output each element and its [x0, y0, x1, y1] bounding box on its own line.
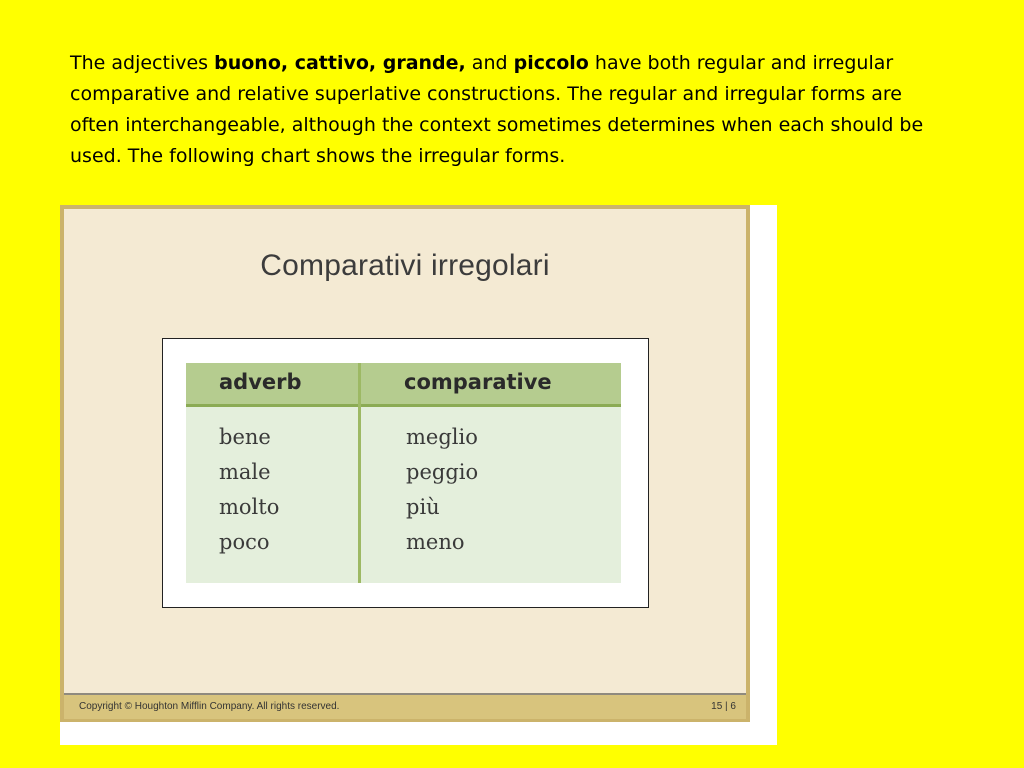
- table-header-row: [186, 363, 621, 407]
- table-header-comparative: comparative: [404, 370, 552, 394]
- slide-title: Comparativi irregolari: [260, 249, 550, 282]
- adverb-column: [219, 420, 279, 560]
- table-frame: [162, 338, 649, 608]
- column-divider: [358, 363, 361, 583]
- comparatives-table: [186, 363, 621, 583]
- table-cell-adverb: molto: [219, 495, 280, 519]
- intro-bold-piccolo: piccolo: [513, 52, 589, 74]
- slide-panel: [60, 205, 750, 722]
- table-cell-comparative: meglio: [406, 425, 478, 449]
- table-cell-adverb: bene: [219, 425, 271, 449]
- intro-paragraph: [70, 48, 950, 172]
- slide-image: [60, 205, 777, 745]
- intro-bold-adjectives: buono, cattivo, grande,: [214, 52, 466, 74]
- intro-text-2: and: [465, 52, 514, 74]
- table-cell-comparative: più: [406, 495, 440, 519]
- comparative-column: [406, 420, 478, 560]
- table-header-adverb: adverb: [219, 370, 302, 394]
- slide-footer: [64, 695, 746, 719]
- table-cell-comparative: peggio: [406, 460, 479, 484]
- table-cell-comparative: meno: [406, 530, 465, 554]
- intro-text-3: have both regular and irregular comparative and relative superlative constructions. The regular and irregular forms are often interchangeable, although the context sometimes determines when each should be used. The following chart shows the irregular forms.: [70, 52, 924, 167]
- table-cell-adverb: poco: [219, 530, 270, 554]
- table-cell-adverb: male: [219, 460, 271, 484]
- page-number: 15 | 6: [711, 701, 736, 712]
- intro-text-1: The adjectives: [70, 52, 215, 74]
- copyright-text: Copyright © Houghton Mifflin Company. All rights reserved.: [79, 701, 340, 712]
